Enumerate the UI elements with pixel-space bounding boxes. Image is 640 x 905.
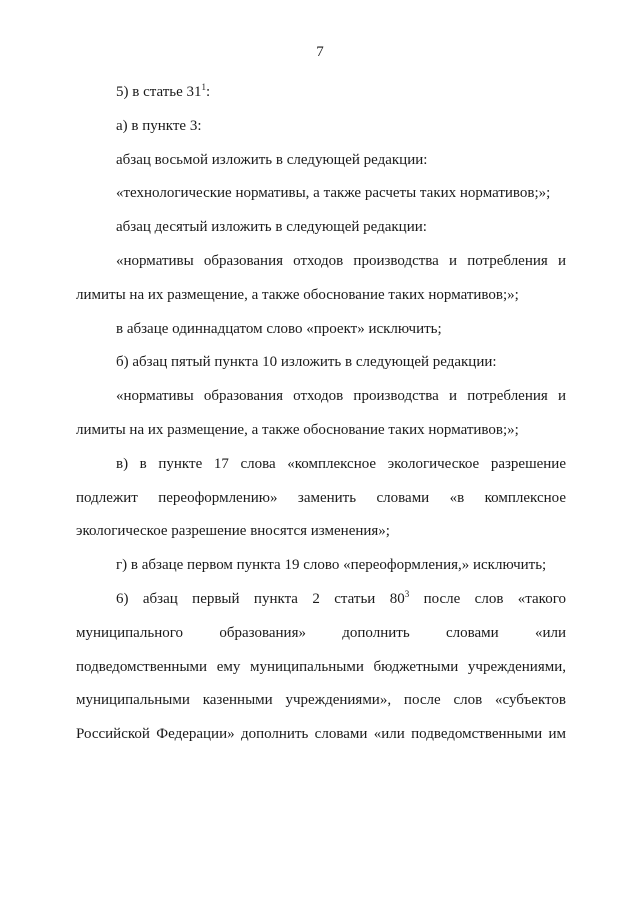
paragraph-a-point-3: а) в пункте 3: — [116, 117, 202, 134]
paragraph-waste-norms-1: «нормативы образования отходов производства и потребления и лимиты на их размещение, а также обоснование таких нормативов;»; — [76, 252, 566, 303]
paragraph-article-80-3: 6) абзац первый пункта 2 статьи $80^3$ после слов «такого муниципального образования» дополнить словами «или подведомственными ему муниципальными бюджетными учреждениями, муниципальными казенными учреждениями», после слов «субъектов Российской Федерации» дополнить словами «или подведомственными им — [76, 588, 566, 743]
superscript: 3 — [404, 588, 410, 599]
paragraph-eleventh-abzac: в абзаце одиннадцатом слово «проект» исключить; — [116, 320, 442, 337]
document-body — [76, 76, 566, 752]
paragraph-v-point-17: в) в пункте 17 слова «комплексное экологическое разрешение подлежит переоформлению» заменить словами «в комплексное экологическое разрешение вносятся изменения»; — [76, 455, 566, 540]
paragraph-tenth-abzac: абзац десятый изложить в следующей редакции: — [116, 219, 427, 236]
paragraph-b-point-10: б) абзац пятый пункта 10 изложить в следующей редакции: — [116, 354, 497, 371]
paragraph-eighth-abzac: абзац восьмой изложить в следующей редакции: — [116, 151, 428, 168]
paragraph-g-point-19: г) в абзаце первом пункта 19 слово «переоформления,» исключить; — [116, 557, 547, 574]
paragraph-waste-norms-2: «нормативы образования отходов производства и потребления и лимиты на их размещение, а также обоснование таких нормативов;»; — [76, 388, 566, 438]
page-number: 7 — [316, 44, 324, 60]
paragraph-tech-norms: «технологические нормативы, а также расчеты таких нормативов;»; — [116, 185, 551, 202]
superscript: 1 — [201, 82, 207, 92]
paragraph-article-31-1: 5) в статье $31^1$: — [116, 82, 211, 100]
